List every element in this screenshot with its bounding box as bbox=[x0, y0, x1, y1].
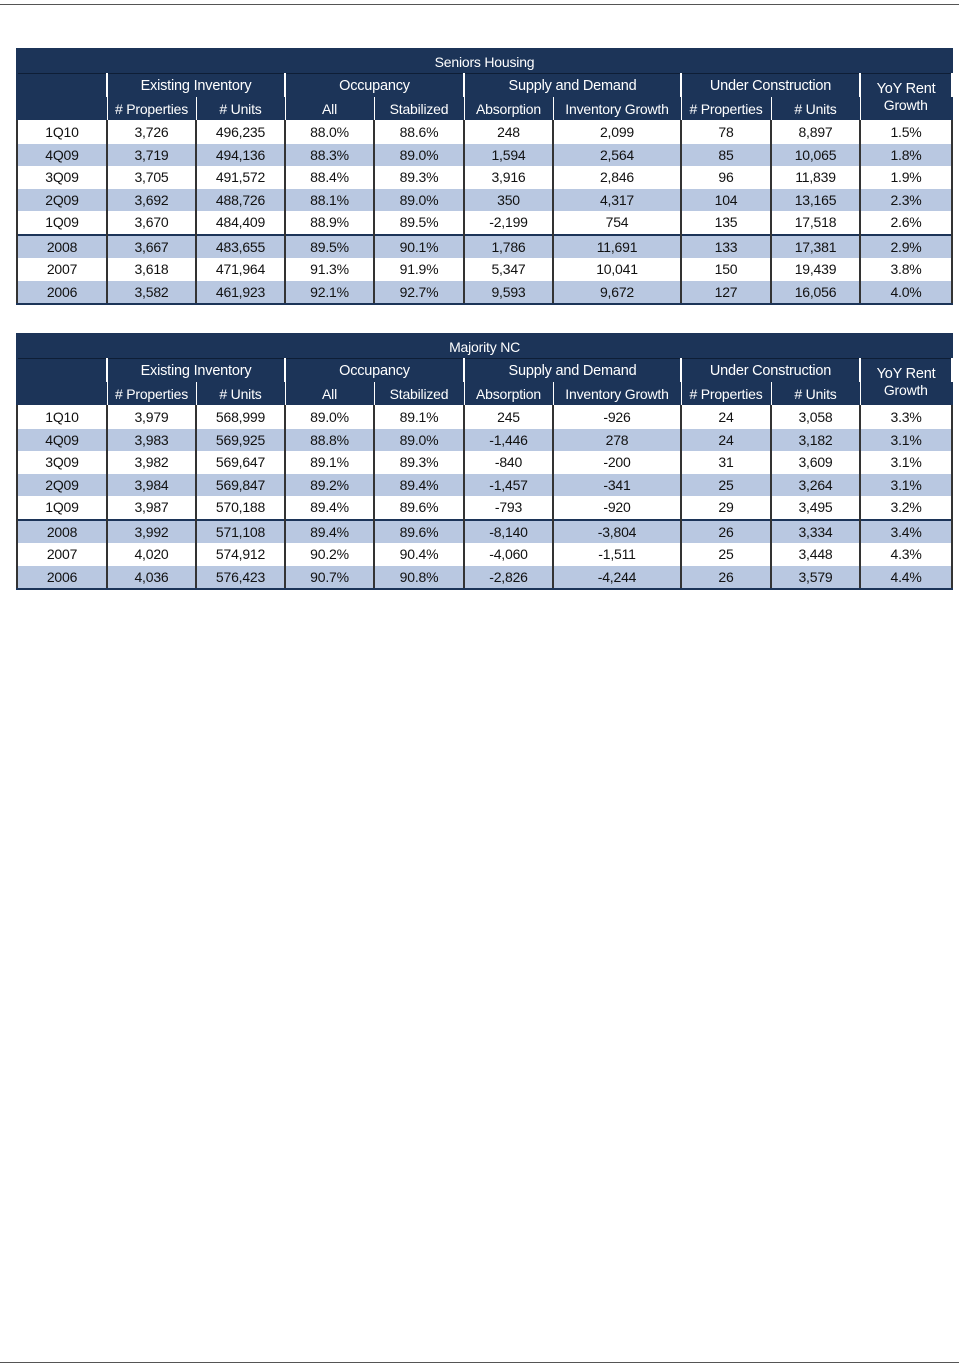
table-cell: 3,983 bbox=[107, 429, 196, 452]
table-cell: 5,347 bbox=[464, 258, 553, 281]
table-cell: 31 bbox=[681, 451, 771, 474]
table-cell: 89.0% bbox=[374, 189, 464, 212]
table-cell: 88.0% bbox=[285, 121, 374, 144]
table-cell: 89.6% bbox=[374, 520, 464, 544]
table-cell: 491,572 bbox=[196, 166, 285, 189]
table-cell: 2,564 bbox=[553, 144, 681, 167]
table-cell: 89.1% bbox=[374, 406, 464, 429]
table-cell: 3,334 bbox=[771, 520, 860, 544]
table-cell: 4.0% bbox=[860, 281, 952, 305]
table-cell: 133 bbox=[681, 235, 771, 259]
table-cell: 488,726 bbox=[196, 189, 285, 212]
table-cell: 3,264 bbox=[771, 474, 860, 497]
table-cell: 3,582 bbox=[107, 281, 196, 305]
table-cell: 29 bbox=[681, 496, 771, 520]
table-row bbox=[17, 520, 952, 544]
table-cell: 89.5% bbox=[285, 235, 374, 259]
table-row bbox=[17, 543, 952, 566]
table-cell: 24 bbox=[681, 406, 771, 429]
table-cell: 471,964 bbox=[196, 258, 285, 281]
table-cell: 88.1% bbox=[285, 189, 374, 212]
table-cell: 3,667 bbox=[107, 235, 196, 259]
table-cell: 4,020 bbox=[107, 543, 196, 566]
table-cell: 90.2% bbox=[285, 543, 374, 566]
majority-nc-table bbox=[16, 333, 953, 590]
table-cell: 1.8% bbox=[860, 144, 952, 167]
table-row bbox=[17, 121, 952, 144]
col-absorption: Absorption bbox=[464, 97, 553, 121]
group-yoy-rent: YoY Rent bbox=[860, 359, 952, 383]
table-cell: 26 bbox=[681, 566, 771, 590]
table-title: Seniors Housing bbox=[17, 49, 952, 74]
col-occupancy-stabilized: Stabilized bbox=[374, 97, 464, 121]
group-yoy-rent: YoY Rent bbox=[860, 74, 952, 98]
col-uc-units: # Units bbox=[771, 97, 860, 121]
col-yoy-rent-growth: Growth bbox=[860, 97, 952, 121]
table-cell: 89.0% bbox=[374, 144, 464, 167]
table-cell: 494,136 bbox=[196, 144, 285, 167]
table-cell: 3,448 bbox=[771, 543, 860, 566]
table-cell: 3,579 bbox=[771, 566, 860, 590]
table-cell: 496,235 bbox=[196, 121, 285, 144]
col-units: # Units bbox=[196, 382, 285, 406]
table-cell: 88.6% bbox=[374, 121, 464, 144]
table-cell: 4.3% bbox=[860, 543, 952, 566]
table-cell: 13,165 bbox=[771, 189, 860, 212]
table-cell: 25 bbox=[681, 474, 771, 497]
col-properties: # Properties bbox=[107, 97, 196, 121]
table-cell: -840 bbox=[464, 451, 553, 474]
table-cell: 3,609 bbox=[771, 451, 860, 474]
table-cell: 568,999 bbox=[196, 406, 285, 429]
table-cell: -1,457 bbox=[464, 474, 553, 497]
table-cell: 3,495 bbox=[771, 496, 860, 520]
table-cell: -4,244 bbox=[553, 566, 681, 590]
table-cell: -4,060 bbox=[464, 543, 553, 566]
col-yoy-rent-growth: Growth bbox=[860, 382, 952, 406]
row-period: 1Q10 bbox=[17, 406, 107, 429]
table-cell: 483,655 bbox=[196, 235, 285, 259]
col-absorption: Absorption bbox=[464, 382, 553, 406]
table-cell: 89.1% bbox=[285, 451, 374, 474]
table-cell: 569,647 bbox=[196, 451, 285, 474]
table-cell: 3,916 bbox=[464, 166, 553, 189]
table-cell: 89.4% bbox=[285, 496, 374, 520]
col-inventory-growth: Inventory Growth bbox=[553, 97, 681, 121]
table-cell: 91.3% bbox=[285, 258, 374, 281]
table-cell: 90.1% bbox=[374, 235, 464, 259]
table-cell: 3,182 bbox=[771, 429, 860, 452]
table-row bbox=[17, 429, 952, 452]
table-cell: 2.3% bbox=[860, 189, 952, 212]
table-cell: 92.1% bbox=[285, 281, 374, 305]
table-row bbox=[17, 189, 952, 212]
table-row bbox=[17, 166, 952, 189]
table-cell: 2,846 bbox=[553, 166, 681, 189]
row-period: 2Q09 bbox=[17, 189, 107, 212]
table-cell: 1.9% bbox=[860, 166, 952, 189]
table-cell: 3,719 bbox=[107, 144, 196, 167]
table-cell: 571,108 bbox=[196, 520, 285, 544]
table-cell: 3,705 bbox=[107, 166, 196, 189]
table-cell: -1,446 bbox=[464, 429, 553, 452]
table-cell: 10,041 bbox=[553, 258, 681, 281]
table-cell: 1,786 bbox=[464, 235, 553, 259]
table-cell: 150 bbox=[681, 258, 771, 281]
table-cell: 3,692 bbox=[107, 189, 196, 212]
table-cell: 3,618 bbox=[107, 258, 196, 281]
table-cell: 90.4% bbox=[374, 543, 464, 566]
table-cell: 3.8% bbox=[860, 258, 952, 281]
table-cell: 25 bbox=[681, 543, 771, 566]
table-cell: 89.0% bbox=[285, 406, 374, 429]
table-cell: 4,036 bbox=[107, 566, 196, 590]
table-cell: 3.1% bbox=[860, 451, 952, 474]
table-cell: 92.7% bbox=[374, 281, 464, 305]
seniors-housing-table-wrap bbox=[16, 48, 951, 305]
table-cell: 3,984 bbox=[107, 474, 196, 497]
table-cell: 17,381 bbox=[771, 235, 860, 259]
col-uc-units: # Units bbox=[771, 382, 860, 406]
majority-nc-table-wrap bbox=[16, 333, 951, 590]
table-cell: 88.9% bbox=[285, 211, 374, 235]
table-cell: 89.5% bbox=[374, 211, 464, 235]
row-period: 4Q09 bbox=[17, 144, 107, 167]
col-occupancy-stabilized: Stabilized bbox=[374, 382, 464, 406]
col-units: # Units bbox=[196, 97, 285, 121]
table-cell: -8,140 bbox=[464, 520, 553, 544]
table-cell: 24 bbox=[681, 429, 771, 452]
table-cell: 278 bbox=[553, 429, 681, 452]
table-cell: -793 bbox=[464, 496, 553, 520]
table-cell: 3,982 bbox=[107, 451, 196, 474]
table-cell: 89.4% bbox=[285, 520, 374, 544]
table-row bbox=[17, 451, 952, 474]
table-cell: 127 bbox=[681, 281, 771, 305]
table-cell: 3.2% bbox=[860, 496, 952, 520]
page-bottom-rule bbox=[0, 1362, 959, 1363]
table-row bbox=[17, 566, 952, 590]
page-top-rule bbox=[0, 4, 959, 5]
table-cell: 90.8% bbox=[374, 566, 464, 590]
row-period: 2Q09 bbox=[17, 474, 107, 497]
table-cell: 3,992 bbox=[107, 520, 196, 544]
table-cell: 78 bbox=[681, 121, 771, 144]
table-title: Majority NC bbox=[17, 334, 952, 359]
table-cell: 574,912 bbox=[196, 543, 285, 566]
group-supply-demand: Supply and Demand bbox=[464, 359, 681, 383]
table-cell: 104 bbox=[681, 189, 771, 212]
table-cell: 248 bbox=[464, 121, 553, 144]
col-occupancy-all: All bbox=[285, 97, 374, 121]
table-cell: 11,839 bbox=[771, 166, 860, 189]
table-cell: 88.4% bbox=[285, 166, 374, 189]
table-cell: 9,672 bbox=[553, 281, 681, 305]
table-cell: -920 bbox=[553, 496, 681, 520]
table-cell: 9,593 bbox=[464, 281, 553, 305]
table-row bbox=[17, 474, 952, 497]
table-cell: 19,439 bbox=[771, 258, 860, 281]
group-supply-demand: Supply and Demand bbox=[464, 74, 681, 98]
group-existing-inventory: Existing Inventory bbox=[107, 74, 285, 98]
header-blank bbox=[17, 382, 107, 406]
table-cell: 89.6% bbox=[374, 496, 464, 520]
table-cell: 245 bbox=[464, 406, 553, 429]
group-occupancy: Occupancy bbox=[285, 74, 464, 98]
col-occupancy-all: All bbox=[285, 382, 374, 406]
table-cell: 90.7% bbox=[285, 566, 374, 590]
table-row bbox=[17, 406, 952, 429]
table-cell: -926 bbox=[553, 406, 681, 429]
table-cell: 88.8% bbox=[285, 429, 374, 452]
table-cell: 4.4% bbox=[860, 566, 952, 590]
row-period: 1Q09 bbox=[17, 496, 107, 520]
table-row bbox=[17, 211, 952, 235]
group-under-construction: Under Construction bbox=[681, 74, 860, 98]
table-cell: 88.3% bbox=[285, 144, 374, 167]
header-blank bbox=[17, 74, 107, 98]
table-cell: -2,199 bbox=[464, 211, 553, 235]
table-cell: 3.1% bbox=[860, 474, 952, 497]
table-cell: -3,804 bbox=[553, 520, 681, 544]
table-cell: 484,409 bbox=[196, 211, 285, 235]
table-cell: 3,726 bbox=[107, 121, 196, 144]
table-cell: 8,897 bbox=[771, 121, 860, 144]
table-row bbox=[17, 281, 952, 305]
table-cell: 91.9% bbox=[374, 258, 464, 281]
table-cell: -341 bbox=[553, 474, 681, 497]
table-cell: 1.5% bbox=[860, 121, 952, 144]
table-cell: 3.1% bbox=[860, 429, 952, 452]
table-cell: 3.3% bbox=[860, 406, 952, 429]
table-cell: 754 bbox=[553, 211, 681, 235]
table-cell: 2.6% bbox=[860, 211, 952, 235]
row-period: 2007 bbox=[17, 543, 107, 566]
row-period: 2008 bbox=[17, 520, 107, 544]
table-cell: 3.4% bbox=[860, 520, 952, 544]
table-cell: 1,594 bbox=[464, 144, 553, 167]
table-row bbox=[17, 258, 952, 281]
col-properties: # Properties bbox=[107, 382, 196, 406]
table-cell: -2,826 bbox=[464, 566, 553, 590]
table-cell: 3,979 bbox=[107, 406, 196, 429]
table-cell: 576,423 bbox=[196, 566, 285, 590]
col-uc-properties: # Properties bbox=[681, 97, 771, 121]
group-existing-inventory: Existing Inventory bbox=[107, 359, 285, 383]
row-period: 3Q09 bbox=[17, 166, 107, 189]
table-cell: 569,847 bbox=[196, 474, 285, 497]
table-cell: 461,923 bbox=[196, 281, 285, 305]
group-under-construction: Under Construction bbox=[681, 359, 860, 383]
seniors-housing-table bbox=[16, 48, 953, 305]
table-cell: 11,691 bbox=[553, 235, 681, 259]
table-cell: 96 bbox=[681, 166, 771, 189]
table-cell: 89.3% bbox=[374, 451, 464, 474]
table-cell: 3,058 bbox=[771, 406, 860, 429]
table-cell: 89.0% bbox=[374, 429, 464, 452]
table-cell: 4,317 bbox=[553, 189, 681, 212]
table-cell: 3,670 bbox=[107, 211, 196, 235]
col-uc-properties: # Properties bbox=[681, 382, 771, 406]
row-period: 2007 bbox=[17, 258, 107, 281]
table-cell: 85 bbox=[681, 144, 771, 167]
row-period: 4Q09 bbox=[17, 429, 107, 452]
table-cell: 350 bbox=[464, 189, 553, 212]
row-period: 1Q09 bbox=[17, 211, 107, 235]
table-cell: 135 bbox=[681, 211, 771, 235]
table-cell: -1,511 bbox=[553, 543, 681, 566]
table-row bbox=[17, 144, 952, 167]
row-period: 2006 bbox=[17, 566, 107, 590]
table-row bbox=[17, 235, 952, 259]
table-cell: 89.3% bbox=[374, 166, 464, 189]
table-cell: 89.4% bbox=[374, 474, 464, 497]
header-blank bbox=[17, 359, 107, 383]
table-cell: 17,518 bbox=[771, 211, 860, 235]
table-cell: 2,099 bbox=[553, 121, 681, 144]
table-cell: 26 bbox=[681, 520, 771, 544]
row-period: 2008 bbox=[17, 235, 107, 259]
table-cell: 2.9% bbox=[860, 235, 952, 259]
table-cell: 570,188 bbox=[196, 496, 285, 520]
table-cell: -200 bbox=[553, 451, 681, 474]
col-inventory-growth: Inventory Growth bbox=[553, 382, 681, 406]
row-period: 2006 bbox=[17, 281, 107, 305]
group-occupancy: Occupancy bbox=[285, 359, 464, 383]
table-cell: 16,056 bbox=[771, 281, 860, 305]
header-blank bbox=[17, 97, 107, 121]
row-period: 3Q09 bbox=[17, 451, 107, 474]
table-cell: 3,987 bbox=[107, 496, 196, 520]
table-cell: 569,925 bbox=[196, 429, 285, 452]
table-cell: 89.2% bbox=[285, 474, 374, 497]
table-cell: 10,065 bbox=[771, 144, 860, 167]
table-row bbox=[17, 496, 952, 520]
row-period: 1Q10 bbox=[17, 121, 107, 144]
